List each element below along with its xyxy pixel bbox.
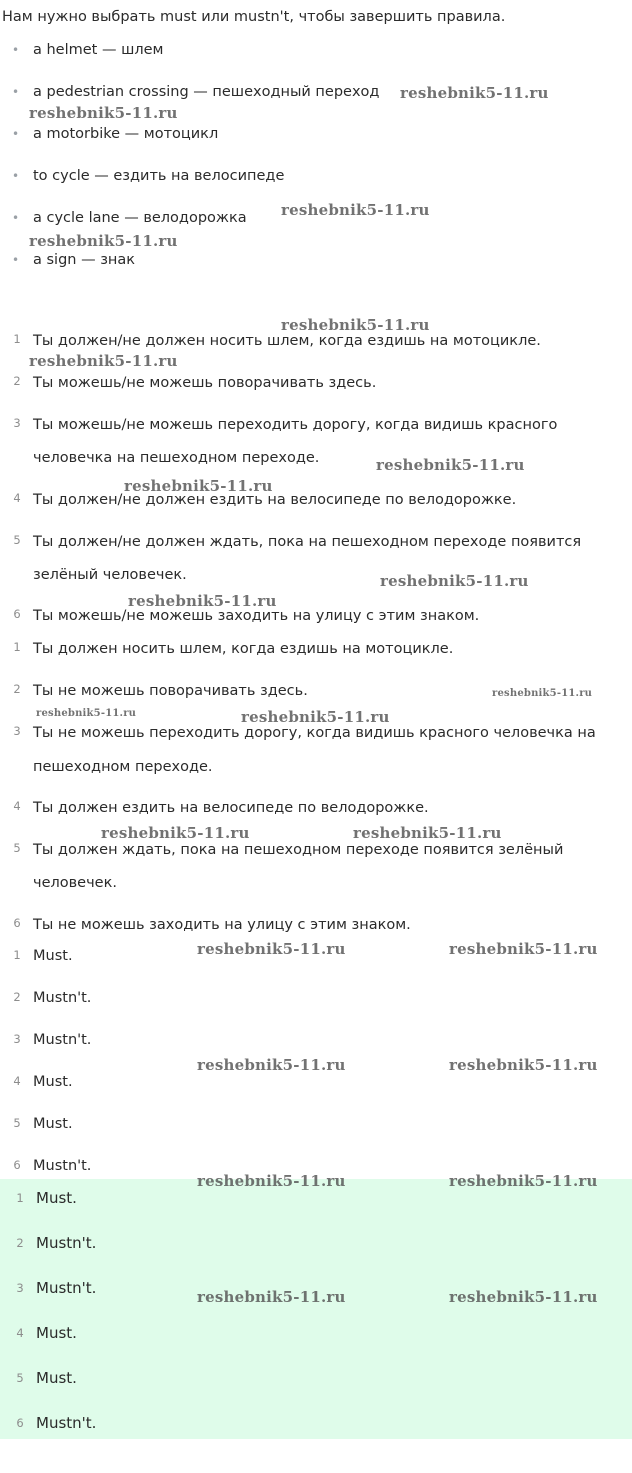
list-item: Ты должен/не должен носить шлем, когда ездишь на мотоцикле. [33, 333, 541, 349]
answer-item: Mustn't. [36, 1414, 97, 1432]
watermark: reshebnik5-11.ru [449, 1056, 598, 1074]
item-number: 1 [13, 640, 21, 654]
watermark: reshebnik5-11.ru [197, 1288, 346, 1306]
list-item-continued: пешеходном переходе. [33, 759, 213, 775]
bullet-icon: • [12, 211, 20, 225]
item-number: 3 [16, 1281, 24, 1295]
watermark: reshebnik5-11.ru [281, 201, 430, 219]
item-number: 6 [13, 607, 21, 621]
answer-item: Mustn't. [36, 1234, 97, 1252]
watermark: reshebnik5-11.ru [449, 940, 598, 958]
watermark: reshebnik5-11.ru [400, 84, 549, 102]
item-number: 1 [13, 332, 21, 346]
answer-item: Must. [36, 1369, 77, 1387]
item-number: 6 [13, 1158, 21, 1172]
item-number: 2 [16, 1236, 24, 1250]
item-number: 3 [13, 724, 21, 738]
vocab-text: a motorbike — мотоцикл [33, 126, 219, 142]
list-item: Ты можешь/не можешь заходить на улицу с этим знаком. [33, 608, 480, 624]
bullet-icon: • [12, 253, 20, 267]
watermark: reshebnik5-11.ru [380, 572, 529, 590]
item-number: 4 [13, 799, 21, 813]
watermark: reshebnik5-11.ru [353, 824, 502, 842]
list-item-continued: человечка на пешеходном переходе. [33, 450, 320, 466]
answer-item: Must. [36, 1324, 77, 1342]
answer-item: Must. [36, 1189, 77, 1207]
item-number: 6 [16, 1416, 24, 1430]
item-number: 6 [13, 916, 21, 930]
watermark: reshebnik5-11.ru [241, 708, 390, 726]
watermark: reshebnik5-11.ru [376, 456, 525, 474]
list-item: Ты должен/не должен ждать, пока на пешеходном переходе появится [33, 534, 582, 550]
list-item: Ты должен ездить на велосипеде по велодорожке. [33, 800, 429, 816]
vocab-text: a pedestrian crossing — пешеходный переход [33, 84, 380, 100]
watermark: reshebnik5-11.ru [36, 708, 137, 719]
watermark: reshebnik5-11.ru [29, 104, 178, 122]
watermark: reshebnik5-11.ru [197, 940, 346, 958]
watermark: reshebnik5-11.ru [281, 316, 430, 334]
list-item: Ты не можешь заходить на улицу с этим знаком. [33, 917, 411, 933]
list-item: Ты можешь/не можешь поворачивать здесь. [33, 375, 377, 391]
answer-item: Mustn't. [33, 1158, 92, 1174]
bullet-icon: • [12, 127, 20, 141]
bullet-icon: • [12, 43, 20, 57]
watermark: reshebnik5-11.ru [449, 1288, 598, 1306]
item-number: 4 [16, 1326, 24, 1340]
intro-text: Нам нужно выбрать must или mustn't, чтобы завершить правила. [2, 9, 506, 25]
watermark: reshebnik5-11.ru [128, 592, 277, 610]
item-number: 4 [13, 1074, 21, 1088]
watermark: reshebnik5-11.ru [29, 352, 178, 370]
vocab-text: a sign — знак [33, 252, 136, 268]
list-item: Ты не можешь поворачивать здесь. [33, 683, 308, 699]
item-number: 5 [13, 533, 21, 547]
watermark: reshebnik5-11.ru [197, 1172, 346, 1190]
answer-item: Mustn't. [33, 1032, 92, 1048]
answer-item: Must. [33, 1074, 73, 1090]
answer-item: Mustn't. [36, 1279, 97, 1297]
list-item: Ты можешь/не можешь переходить дорогу, когда видишь красного [33, 417, 558, 433]
list-item-continued: зелёный человечек. [33, 567, 187, 583]
vocab-text: a helmet — шлем [33, 42, 164, 58]
item-number: 5 [16, 1371, 24, 1385]
vocab-text: to cycle — ездить на велосипеде [33, 168, 285, 184]
item-number: 1 [16, 1191, 24, 1205]
watermark: reshebnik5-11.ru [29, 232, 178, 250]
watermark: reshebnik5-11.ru [492, 688, 593, 699]
item-number: 5 [13, 1116, 21, 1130]
answer-item: Mustn't. [33, 990, 92, 1006]
bullet-icon: • [12, 169, 20, 183]
item-number: 2 [13, 682, 21, 696]
list-item: Ты должен/не должен ездить на велосипеде по велодорожке. [33, 492, 517, 508]
item-number: 3 [13, 416, 21, 430]
bullet-icon: • [12, 85, 20, 99]
item-number: 1 [13, 948, 21, 962]
watermark: reshebnik5-11.ru [197, 1056, 346, 1074]
item-number: 3 [13, 1032, 21, 1046]
item-number: 2 [13, 990, 21, 1004]
answer-item: Must. [33, 948, 73, 964]
vocab-text: a cycle lane — велодорожка [33, 210, 247, 226]
list-item: Ты должен ждать, пока на пешеходном переходе появится зелёный [33, 842, 564, 858]
item-number: 4 [13, 491, 21, 505]
answer-item: Must. [33, 1116, 73, 1132]
list-item: Ты должен носить шлем, когда ездишь на мотоцикле. [33, 641, 454, 657]
list-item: Ты не можешь переходить дорогу, когда видишь красного человечка на [33, 725, 596, 741]
watermark: reshebnik5-11.ru [124, 477, 273, 495]
answer-highlight-box [0, 1179, 632, 1439]
list-item-continued: человечек. [33, 875, 117, 891]
item-number: 5 [13, 841, 21, 855]
watermark: reshebnik5-11.ru [449, 1172, 598, 1190]
watermark: reshebnik5-11.ru [101, 824, 250, 842]
item-number: 2 [13, 374, 21, 388]
